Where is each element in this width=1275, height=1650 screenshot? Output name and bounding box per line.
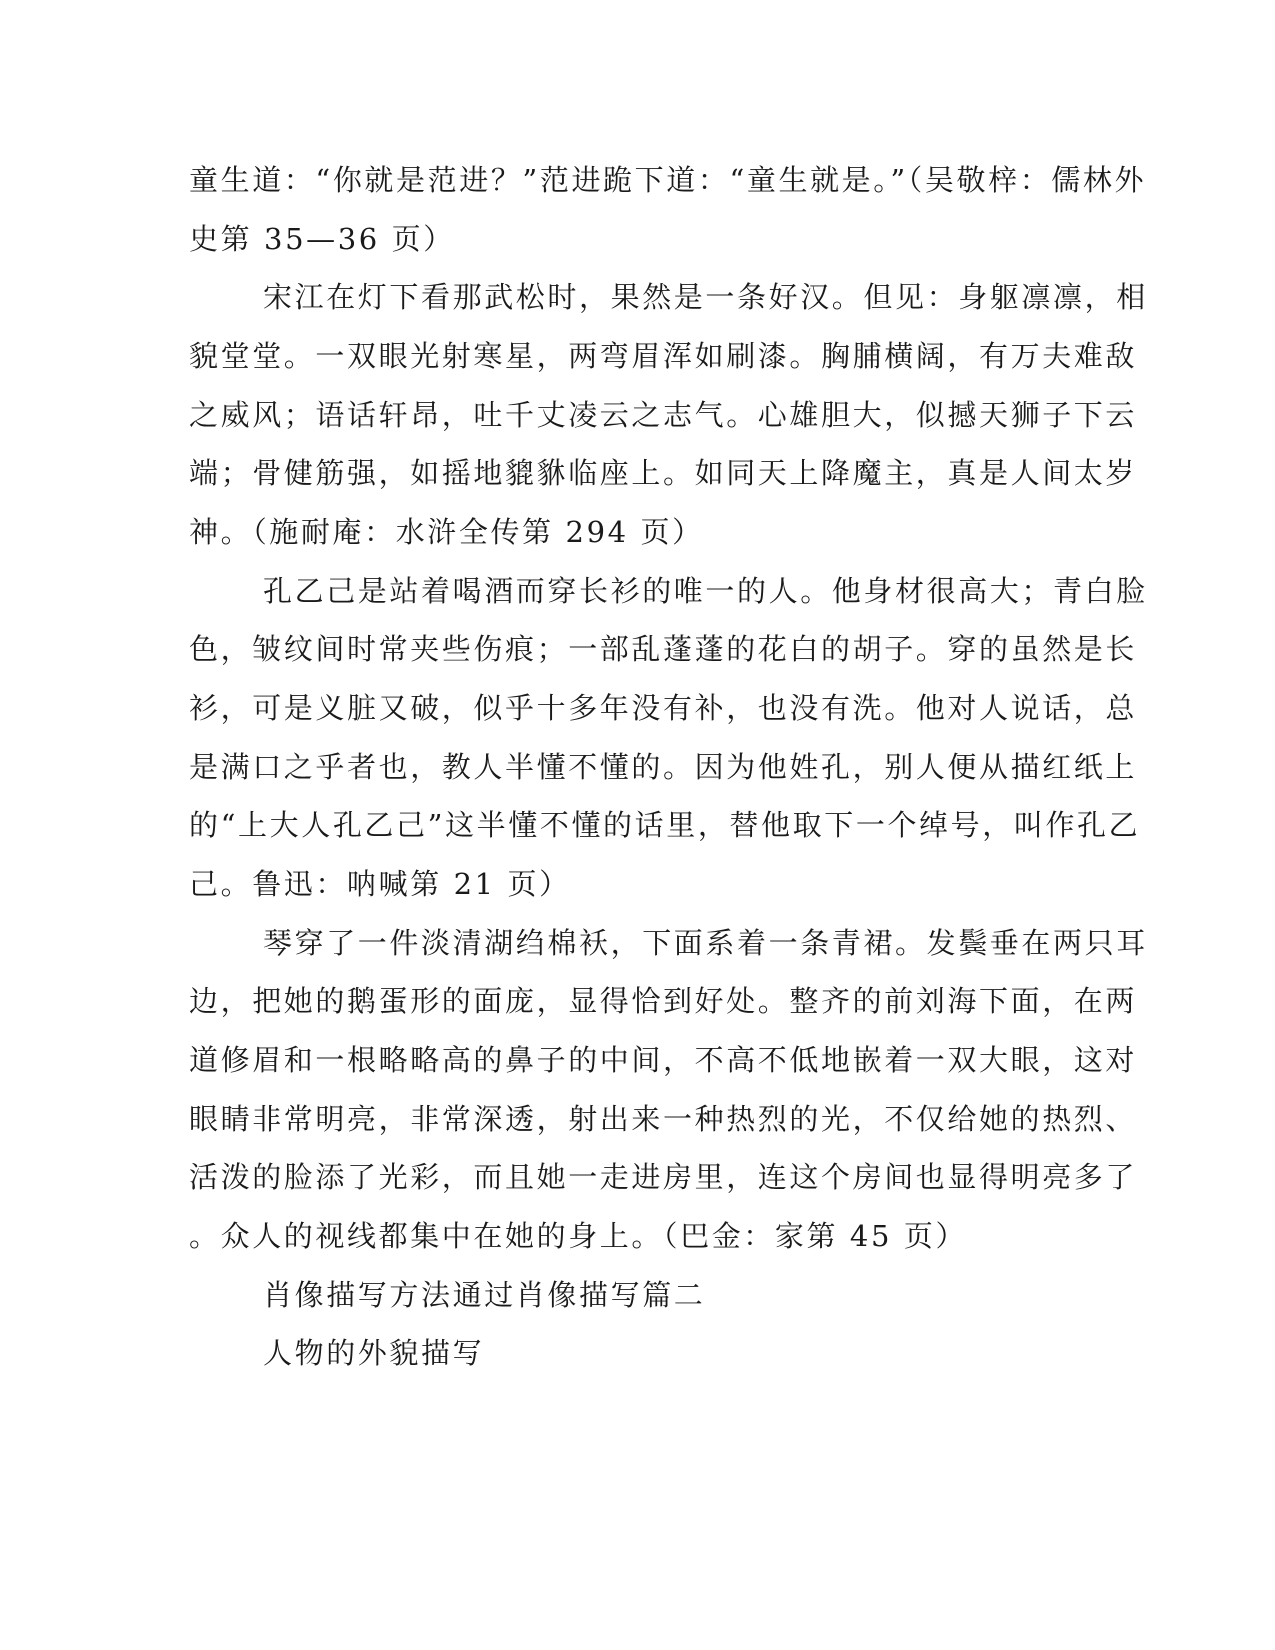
text-line: 道修眉和一根略略高的鼻子的中间，不高不低地嵌着一双大眼，这对 [189,1043,1138,1077]
text-line: 貌堂堂。一双眼光射寒星，两弯眉浑如刷漆。胸脯横阔，有万夫难敌 [189,339,1138,373]
text-line: 眼睛非常明亮，非常深透，射出来一种热烈的光，不仅给她的热烈、 [189,1102,1138,1136]
text-line: 童生道：“你就是范进？”范进跪下道：“童生就是。”（吴敬梓：儒林外 [189,163,1147,197]
text-line: 边，把她的鹅蛋形的面庞，显得恰到好处。整齐的前刘海下面，在两 [189,984,1138,1018]
text-line: 是满口之乎者也，教人半懂不懂的。因为他姓孔，别人便从描红纸上 [189,750,1138,784]
text-line: 。众人的视线都集中在她的身上。（巴金：家第 45 页） [189,1219,968,1253]
section-heading: 肖像描写方法通过肖像描写篇二 [263,1278,706,1312]
paragraph-start-line: 孔乙己是站着喝酒而穿长衫的唯一的人。他身材很高大；青白脸 [263,574,1148,608]
text-line: 的“上大人孔乙己”这半懂不懂的话里，替他取下一个绰号，叫作孔乙 [189,808,1141,842]
text-line: 己。鲁迅：呐喊第 21 页） [189,867,571,901]
text-line: 之威风；语话轩昂，吐千丈凌云之志气。心雄胆大，似撼天狮子下云 [189,398,1138,432]
text-line: 神。（施耐庵：水浒全传第 294 页） [189,515,704,549]
subsection-heading: 人物的外貌描写 [263,1336,485,1370]
text-line: 端；骨健筋强，如摇地貔貅临座上。如同天上降魔主，真是人间太岁 [189,456,1138,490]
paragraph-start-line: 琴穿了一件淡清湖绉棉袄，下面系着一条青裙。发鬓垂在两只耳 [263,926,1148,960]
text-line: 活泼的脸添了光彩，而且她一走进房里，连这个房间也显得明亮多了 [189,1160,1138,1194]
paragraph-start-line: 宋江在灯下看那武松时，果然是一条好汉。但见：身躯凛凛，相 [263,280,1148,314]
text-line: 色，皱纹间时常夹些伤痕；一部乱蓬蓬的花白的胡子。穿的虽然是长 [189,632,1138,666]
text-line: 衫，可是义脏又破，似乎十多年没有补，也没有洗。他对人说话，总 [189,691,1138,725]
text-line: 史第 35—36 页） [189,222,455,256]
